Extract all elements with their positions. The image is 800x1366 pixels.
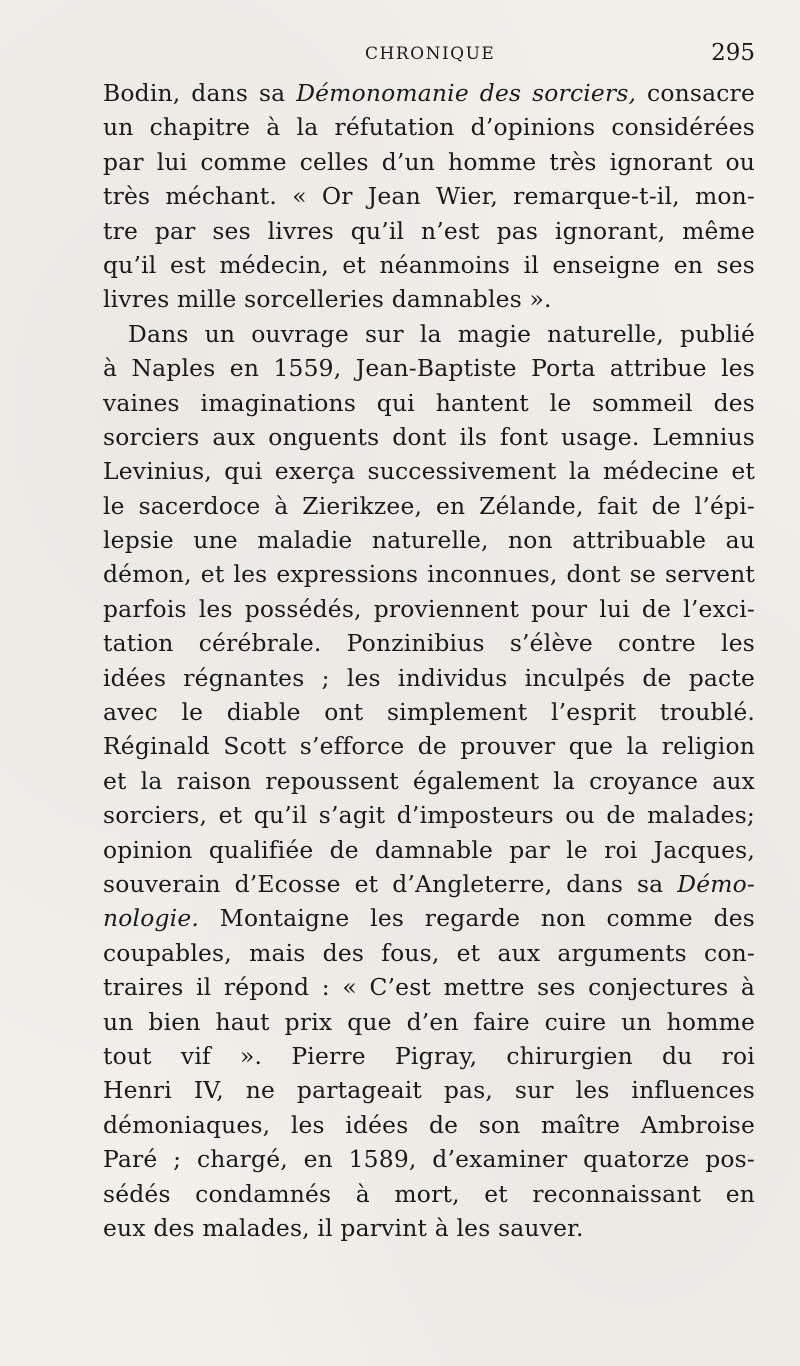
text-line: coupables, mais des fous, et aux arguments con- (103, 938, 755, 967)
text-line: traires il répond : « C’est mettre ses conjectures à (103, 973, 755, 1002)
paragraph (103, 76, 755, 317)
text-line: et la raison repoussent également la croyance aux (103, 766, 755, 795)
text-line: par lui comme celles d’un homme très ignorant ou (103, 147, 755, 176)
text-line: un bien haut prix que d’en faire cuire un homme (103, 1007, 755, 1036)
text-line: très méchant. « Or Jean Wier, remarque-t-il, mon- (103, 182, 755, 211)
text-line: eux des malades, il parvint à les sauver. (103, 1213, 584, 1242)
page-header (103, 40, 755, 70)
text-line: Henri IV, ne partageait pas, sur les influences (103, 1076, 755, 1105)
text-line: tout vif ». Pierre Pigray, chirurgien du roi (103, 1041, 755, 1070)
text-line: le sacerdoce à Zierikzee, en Zélande, fait de l’épi- (103, 491, 755, 520)
text-line: démoniaques, les idées de son maître Ambroise (103, 1110, 755, 1139)
text-line: opinion qualifiée de damnable par le roi Jacques, (103, 835, 755, 864)
text-line: Bodin, dans sa Démonomanie des sorciers, consacre (103, 79, 755, 107)
text-line: Levinius, qui exerça successivement la médecine et (103, 457, 755, 486)
paragraph (103, 317, 755, 1246)
text-line: tation cérébrale. Ponzinibius s’élève contre les (103, 629, 755, 658)
text-line: Réginald Scott s’efforce de prouver que la religion (103, 732, 755, 761)
text-line: qu’il est médecin, et néanmoins il enseigne en ses (103, 250, 755, 279)
text-line: à Naples en 1559, Jean-Baptiste Porta attribue les (103, 354, 755, 383)
text-line: livres mille sorcelleries damnables ». (103, 285, 552, 314)
text-line: démon, et les expressions inconnues, dont se servent (103, 560, 755, 589)
text-line: souverain d’Ecosse et d’Angleterre, dans sa Démo- (103, 869, 755, 898)
text-line: tre par ses livres qu’il n’est pas ignorant, même (103, 216, 755, 245)
text-line: un chapitre à la réfutation d’opinions considérées (103, 113, 755, 142)
page-number: 295 (711, 40, 755, 66)
text-line: sorciers, et qu’il s’agit d’imposteurs ou de malades; (103, 801, 755, 830)
text-line: sorciers aux onguents dont ils font usage. Lemnius (103, 422, 755, 451)
text-line: nologie. Montaigne les regarde non comme des (103, 904, 755, 933)
running-head: CHRONIQUE (365, 44, 496, 64)
text-line: Dans un ouvrage sur la magie naturelle, publié (128, 319, 755, 348)
text-line: vaines imaginations qui hantent le sommeil des (103, 388, 755, 417)
text-line: avec le diable ont simplement l’esprit troublé. (103, 698, 755, 727)
text-line: sédés condamnés à mort, et reconnaissant en (103, 1179, 755, 1208)
body-text (103, 76, 755, 1245)
text-line: lepsie une maladie naturelle, non attribuable au (103, 526, 755, 555)
text-line: parfois les possédés, proviennent pour lui de l’exci- (103, 594, 755, 623)
text-line: Paré ; chargé, en 1589, d’examiner quatorze pos- (103, 1145, 755, 1174)
text-line: idées régnantes ; les individus inculpés de pacte (103, 663, 755, 692)
